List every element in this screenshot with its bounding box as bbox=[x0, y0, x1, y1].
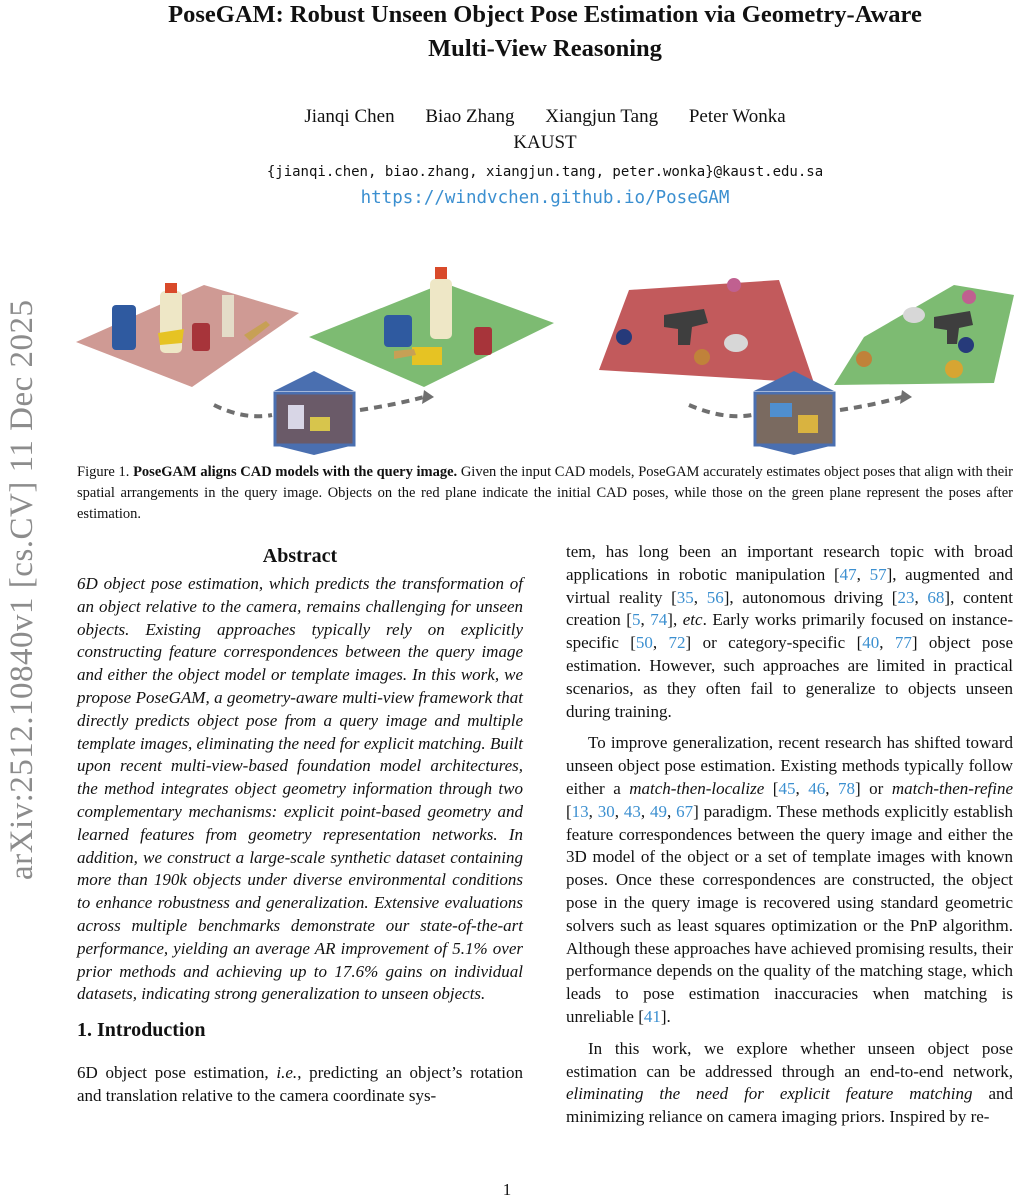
citation-link[interactable]: 30 bbox=[597, 801, 615, 821]
page-number: 1 bbox=[502, 1180, 512, 1199]
query-image-2 bbox=[755, 393, 834, 445]
dashed-arrow bbox=[214, 405, 272, 416]
teapot-object bbox=[903, 307, 925, 323]
citation-link[interactable]: 41 bbox=[643, 1006, 661, 1026]
query-frame-top bbox=[274, 371, 354, 391]
author: Xiangjun Tang bbox=[545, 106, 659, 127]
emphasis-text: match-then-refine bbox=[891, 778, 1013, 798]
arrow-head bbox=[900, 390, 912, 404]
query-image-2-detail bbox=[770, 403, 792, 417]
toy-object bbox=[958, 337, 974, 353]
dashed-arrow bbox=[840, 397, 902, 410]
author-emails: {jianqi.chen, biao.zhang, xiangjun.tang, peter.wonka}@kaust.edu.sa bbox=[266, 164, 824, 180]
citation-link[interactable]: 13 bbox=[571, 801, 589, 821]
author-list bbox=[80, 103, 1010, 131]
arxiv-identifier: arXiv:2512.10840v1 [cs.CV] 11 Dec 2025 bbox=[4, 299, 40, 880]
toy-object bbox=[962, 290, 976, 304]
duck-object bbox=[945, 360, 963, 378]
citation-link[interactable]: 5 bbox=[631, 610, 641, 630]
intro-paragraph-generalization: To improve generalization, recent research has shifted toward unseen object pose estimation. Existing methods typically follow either a match-then-localize [45, 46, 78] or match-then-refine [13, 30, 43, 49, 67] paradigm. These methods explicitly establish feature correspondences between the query image and either the 3D model of the object or a set of template images with known poses. Once these correspondences are constructed, the object pose in the query image is recovered using standard geometric solvers such as least squares optimization or the PnP algorithm. Although these approaches have achieved promising results, their performance depends on the quality of the matching stage, which leads to pose estimation inaccuracies when matching is unreliable [41]. bbox=[566, 733, 1014, 1026]
affiliation: KAUST bbox=[513, 132, 577, 153]
intro-paragraph-this-work: In this work, we explore whether unseen object pose estimation can be addressed through an end-to-end network, eliminating the need for explicit feature matching and minimizing reliance on camera imaging priors. Inspired by re- bbox=[566, 1038, 1013, 1127]
citation-link[interactable]: 50 bbox=[635, 633, 653, 653]
left-column bbox=[77, 541, 523, 1108]
tin-object bbox=[474, 327, 492, 355]
red-plane bbox=[599, 280, 814, 383]
duck-object bbox=[856, 351, 872, 367]
can-object bbox=[384, 315, 412, 347]
caption-bold: PoseGAM aligns CAD models with the query image. bbox=[133, 464, 458, 480]
citation-link[interactable]: 56 bbox=[706, 587, 724, 607]
duck-object bbox=[694, 349, 710, 365]
query-image-1-detail bbox=[288, 405, 304, 429]
citation-link[interactable]: 78 bbox=[837, 778, 855, 798]
citation-link[interactable]: 72 bbox=[668, 633, 686, 653]
citation-link[interactable]: 68 bbox=[927, 587, 945, 607]
citation-link[interactable]: 46 bbox=[808, 778, 826, 798]
query-image-2-detail bbox=[798, 415, 818, 433]
citation-link[interactable]: 57 bbox=[869, 564, 887, 584]
author: Peter Wonka bbox=[688, 106, 786, 127]
right-column bbox=[566, 541, 1013, 1129]
green-plane bbox=[834, 285, 1014, 385]
dashed-arrow bbox=[689, 405, 752, 416]
figure-1-illustration bbox=[74, 255, 1014, 455]
citation-link[interactable]: 77 bbox=[894, 633, 912, 653]
arrow-head bbox=[422, 390, 434, 404]
bottle-cap bbox=[165, 283, 177, 293]
red-plane bbox=[76, 285, 299, 387]
dashed-arrow bbox=[360, 397, 424, 410]
citation-link[interactable]: 49 bbox=[650, 801, 667, 821]
citation-link[interactable]: 40 bbox=[862, 633, 880, 653]
bottle-object bbox=[430, 279, 452, 339]
sponge-object bbox=[412, 347, 442, 365]
section-heading-introduction: 1. Introduction bbox=[77, 1019, 206, 1042]
abstract-text: 6D object pose estimation, which predicts the transformation of an object relative to the camera, remains challenging for unseen objects. Existing approaches typically rely on explicitly constructing feature correspondences between the query image and either the object model or template images. In this work, we propose PoseGAM, a geometry-aware multi-view framework that directly predicts object pose from a query image and multiple template images, eliminating the need for explicit matching. Built upon recent multi-view-based foundation model architectures, the method integrates object geometry information through two complementary mechanisms: explicit point-based geometry and learned features from geometry representation networks. In addition, we construct a large-scale synthetic dataset containing more than 190k objects under diverse environmental conditions to enhance robustness and generalization. Extensive evaluations across multiple benchmarks demonstrate our state-of-the-art performance, yielding an average AR improvement of 5.1% over prior methods and achieving up to 17.6% gains on individual datasets, indicating strong generalization to unseen objects. bbox=[77, 574, 523, 1004]
intro-paragraph-continued: tem, has long been an important research topic with broad applications in robotic manipulation [47, 57], augmented and virtual reality [35, 56], autonomous driving [23, 68], content creation [5, 74], etc. Early works primarily focused on instance-specific [50, 72] or category-specific [40, 77] object pose estimation. However, such approaches are limited in practical scenarios, as they often fail to generalize to objects unseen during training. bbox=[566, 542, 1014, 721]
caption-text: Given the input CAD models, PoseGAM accurately estimates object poses that align with their spatial arrangements in the query image. Objects on the red plane indicate the initial CAD poses, while those on the green plane represent the poses after estimation. bbox=[77, 464, 1014, 522]
citation-link[interactable]: 45 bbox=[778, 778, 796, 798]
citation-link[interactable]: 43 bbox=[623, 801, 641, 821]
intro-paragraph: 6D object pose estimation, i.e., predicting an object’s rotation and translation relative to the camera coordinate sys- bbox=[77, 1063, 523, 1105]
teapot-object bbox=[724, 334, 748, 352]
title-line-1: PoseGAM: Robust Unseen Object Pose Estimation via Geometry-Aware bbox=[168, 1, 922, 28]
citation-link[interactable]: 35 bbox=[676, 587, 694, 607]
citation-link[interactable]: 67 bbox=[676, 801, 694, 821]
figure-1-caption bbox=[77, 462, 1013, 525]
tin-object bbox=[192, 323, 210, 351]
figure-label: Figure 1. bbox=[77, 464, 130, 480]
abstract-heading: Abstract bbox=[262, 545, 338, 567]
citation-link[interactable]: 23 bbox=[897, 587, 915, 607]
query-frame-bottom bbox=[754, 445, 834, 455]
title-line-2: Multi-View Reasoning bbox=[428, 35, 662, 62]
project-link[interactable]: https://windvchen.github.io/PoseGAM bbox=[360, 188, 730, 208]
citation-link[interactable]: 47 bbox=[839, 564, 857, 584]
emphasis-text: match-then-localize bbox=[629, 778, 765, 798]
author: Biao Zhang bbox=[425, 106, 515, 127]
bottle-cap bbox=[435, 267, 447, 279]
toy-object bbox=[616, 329, 632, 345]
query-image-1-detail bbox=[310, 417, 330, 431]
toy-object bbox=[727, 278, 741, 292]
query-frame-bottom bbox=[274, 445, 354, 455]
citation-link[interactable]: 74 bbox=[650, 610, 668, 630]
emphasis-text: eliminating the need for explicit feature matching bbox=[566, 1084, 973, 1104]
emphasis-text: etc bbox=[682, 610, 703, 630]
box-object bbox=[222, 295, 234, 337]
can-object bbox=[112, 305, 136, 350]
author: Jianqi Chen bbox=[304, 106, 395, 127]
paper-title bbox=[80, 0, 1010, 66]
